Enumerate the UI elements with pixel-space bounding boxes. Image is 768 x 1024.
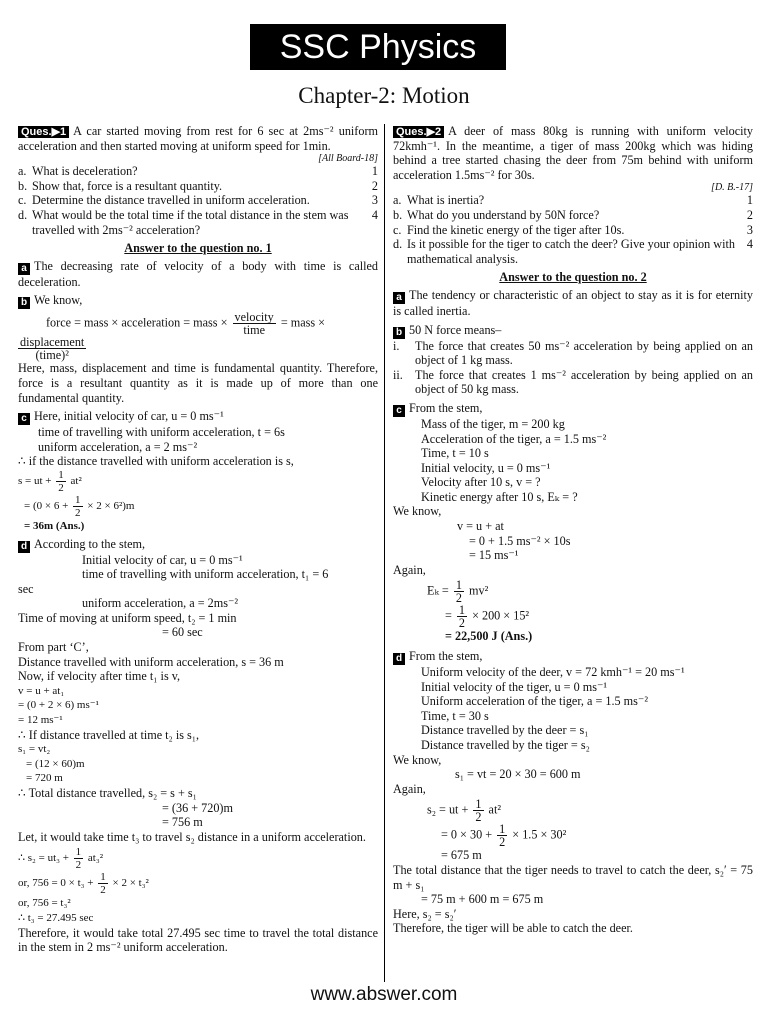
d-line: v = u + at₁ (18, 684, 65, 697)
answer-c-if: ∴ if the distance travelled with uniform acceleration is s, (18, 454, 294, 469)
question-2-items (393, 193, 753, 266)
d-again: Again, (393, 781, 426, 796)
question-source: [D. B.-17] (711, 182, 753, 194)
answer-b-intro: b 50 N force means– (393, 323, 753, 339)
question-item: a. What is inertia? 1 (393, 193, 753, 208)
d-line: Distance travelled by the tiger = s₂ (421, 738, 590, 752)
c-again: Again, (393, 562, 426, 577)
eq-c-3: = 36m (Ans.) (24, 519, 85, 532)
question-item: b. What do you understand by 50N force? 2 (393, 207, 753, 222)
answer-b-intro: b We know, (18, 293, 378, 309)
answer-d-line-0: d From the stem, (393, 649, 753, 665)
right-column (393, 124, 753, 936)
d-line: Time of moving at uniform speed, t₂ = 1 min (18, 610, 237, 625)
c-line: Initial velocity, u = 0 ms⁻¹ (421, 460, 551, 475)
chapter-title: Chapter-2: Motion (298, 83, 470, 108)
c-line: Kinetic energy after 10 s, Eₖ = ? (421, 489, 578, 504)
d-line: Now, if velocity after time t₁ is v, (18, 669, 181, 684)
question-1-stem: Ques.▶1 A car started moving from rest for 6 sec at 2ms⁻² uniform acceleration and then started moving at uniform speed for 1min. (18, 124, 378, 153)
answer-b-text: Here, mass, displacement and time is fundamental quantity. Therefore, force is a resultant quantity as it is made up of more than one fundamental quantity. (18, 361, 378, 405)
question-tag: Ques.▶2 (393, 126, 444, 138)
answer-b-item: ii. The force that creates 1 ms⁻² acceleration by being applied on an object of 50 kg mass. (393, 367, 753, 397)
answer-d-final: Therefore, it would take total 27.495 sec time to travel the total distance in the stem in 2 ms⁻² uniform acceleration. (18, 925, 378, 955)
label-d-icon: d (393, 653, 405, 665)
d-line: Time, t = 30 s (421, 708, 489, 723)
question-item: d. What would be the total time if the total distance in the stem was travelled with 2ms⁻² acceleration? 4 (18, 207, 378, 237)
d-line: time of travelling with uniform acceleration, t₁ = 6 (82, 567, 329, 582)
answer-d-final: Therefore, the tiger will be able to catch the deer. (393, 921, 633, 936)
d-line: = (12 × 60)m (26, 757, 85, 770)
left-column (18, 124, 378, 955)
label-c-icon: c (393, 405, 405, 417)
eq-s2-1: s₂ = ut + $\frac{1}{2}$ at² (427, 797, 501, 825)
label-c-icon: c (18, 413, 30, 425)
eq-s2-2: = 0 × 30 + $\frac{1}{2}$ × 1.5 × 30² (441, 822, 567, 850)
c-line: Time, t = 10 s (421, 446, 489, 461)
eq-d-4: ∴ t₃ = 27.495 sec (18, 911, 94, 924)
eq-ek-3: = 22,500 J (Ans.) (445, 629, 533, 644)
d-line: = (36 + 720)m (162, 800, 233, 815)
eq-s1: s₁ = vt = 20 × 30 = 600 m (455, 767, 581, 782)
page-title-banner: SSC Physics (250, 24, 506, 70)
d-line: Distance travelled with uniform acceleration, s = 36 m (18, 654, 284, 669)
c-line: Acceleration of the tiger, a = 1.5 ms⁻² (421, 431, 607, 446)
d-line: Initial velocity of the tiger, u = 0 ms⁻¹ (421, 679, 608, 694)
d-line: = (0 + 2 × 6) ms⁻¹ (18, 699, 99, 712)
d-line: uniform acceleration, a = 2ms⁻² (82, 596, 239, 611)
answer-title: Answer to the question no. 2 (499, 270, 647, 285)
answer-a: a The decreasing rate of velocity of a body with time is called deceleration. (18, 258, 378, 289)
d-line: = 60 sec (162, 625, 203, 640)
question-2-stem: Ques.▶2 A deer of mass 80kg is running with uniform velocity 72kmh⁻¹. In the meantime, a tiger of mass 200kg which was hiding behind a tree started chasing the deer from 75m behind with uniform acceleration 1.5ms⁻² for 30s. (393, 124, 753, 182)
label-a-icon: a (393, 292, 405, 304)
d-line: s₁ = vt₂ (18, 743, 51, 756)
answer-d-text: The total distance that the tiger needs to travel to catch the deer, s₂′ = 75 m + s₁ (393, 862, 753, 892)
eq-v: = 0 + 1.5 ms⁻² × 10s (469, 533, 571, 548)
answer-b-item: i. The force that creates 50 ms⁻² acceleration by being applied on an object of 1 kg mass. (393, 338, 753, 368)
answer-d-here: Here, s₂ = s₂′ (393, 906, 457, 921)
answer-c-line-3: uniform acceleration, a = 2 ms⁻² (38, 439, 198, 454)
answer-title: Answer to the question no. 1 (124, 241, 272, 256)
d-line: ∴ Total distance travelled, s₂ = s + s₁ (18, 786, 197, 800)
c-line: Mass of the tiger, m = 200 kg (421, 416, 565, 431)
d-line: = 12 ms⁻¹ (18, 714, 63, 727)
eq-v: = 15 ms⁻¹ (469, 548, 519, 563)
label-b-icon: b (393, 327, 405, 339)
footer-url: www.abswer.com (310, 984, 458, 1005)
question-item: c. Determine the distance travelled in uniform acceleration. 3 (18, 193, 378, 208)
d-line: ∴ If distance travelled at time t₂ is s₁, (18, 727, 200, 742)
d-line: = 720 m (26, 772, 63, 785)
answer-a: a The tendency or characteristic of an object to stay as it is for eternity is called inertia. (393, 287, 753, 318)
eq-v: v = u + at (457, 519, 504, 534)
answer-c-line-1: c Here, initial velocity of car, u = 0 ms⁻¹ (18, 409, 378, 425)
question-tag: Ques.▶1 (18, 126, 69, 138)
label-d-icon: d (18, 541, 30, 553)
question-1-items (18, 164, 378, 237)
eq-c-1: s = ut + $\frac{1}{2}$ at² (18, 468, 82, 494)
eq-d-3: or, 756 = t₃² (18, 897, 71, 910)
eq-d-2: or, 756 = 0 × t₃ + $\frac{1}{2}$ × 2 × t₃² (18, 871, 149, 897)
d-line: Let, it would take time t₃ to travel s₂ distance in a uniform acceleration. (18, 829, 366, 844)
eq-c-2: = (0 × 6 + $\frac{1}{2}$ × 2 × 6²)m (24, 493, 135, 519)
eq-s2-3: = 675 m (441, 848, 482, 863)
question-item: a. What is deceleration? 1 (18, 164, 378, 179)
answer-c-line-0: c From the stem, (393, 401, 753, 417)
question-item: d. Is it possible for the tiger to catch the deer? Give your opinion with mathematical analysis. 4 (393, 237, 753, 266)
answer-d-text-2: = 75 m + 600 m = 675 m (421, 892, 544, 907)
d-line: = 756 m (162, 815, 203, 830)
d-line: Initial velocity of car, u = 0 ms⁻¹ (82, 552, 243, 567)
question-item: c. Find the kinetic energy of the tiger after 10s. 3 (393, 222, 753, 237)
answer-c-line-2: time of travelling with uniform acceleration, t = 6s (38, 425, 285, 440)
d-line: Uniform velocity of the deer, v = 72 kmh⁻¹ = 20 ms⁻¹ (421, 665, 685, 680)
question-source: [All Board-18] (318, 153, 378, 165)
d-we-know: We know, (393, 752, 442, 767)
label-a-icon: a (18, 263, 30, 275)
answer-d-line-0: d According to the stem, (18, 537, 378, 553)
force-equation: force = mass × acceleration = mass × $\frac{\text{velocity}}{\text{time}}$ = mass × (46, 310, 326, 338)
question-item: b. Show that, force is a resultant quantity. 2 (18, 178, 378, 193)
force-equation-cont: $\frac{\text{displacement}}{\text{(time)²}}$ (20, 335, 85, 363)
eq-d-1: ∴ s₂ = ut₃ + $\frac{1}{2}$ at₃² (18, 846, 103, 872)
column-divider (384, 124, 385, 982)
d-line: Uniform acceleration of the tiger, a = 1.5 ms⁻² (421, 694, 648, 709)
eq-ek-2: = $\frac{1}{2}$ × 200 × 15² (445, 603, 530, 631)
d-line: sec (18, 581, 34, 596)
d-line: From part ‘C’, (18, 640, 89, 655)
c-we-know: We know, (393, 504, 442, 519)
d-line: Distance travelled by the deer = s₁ (421, 723, 589, 738)
label-b-icon: b (18, 297, 30, 309)
c-line: Velocity after 10 s, v = ? (421, 475, 541, 490)
eq-ek-1: Eₖ = $\frac{1}{2}$ mv² (427, 578, 489, 606)
